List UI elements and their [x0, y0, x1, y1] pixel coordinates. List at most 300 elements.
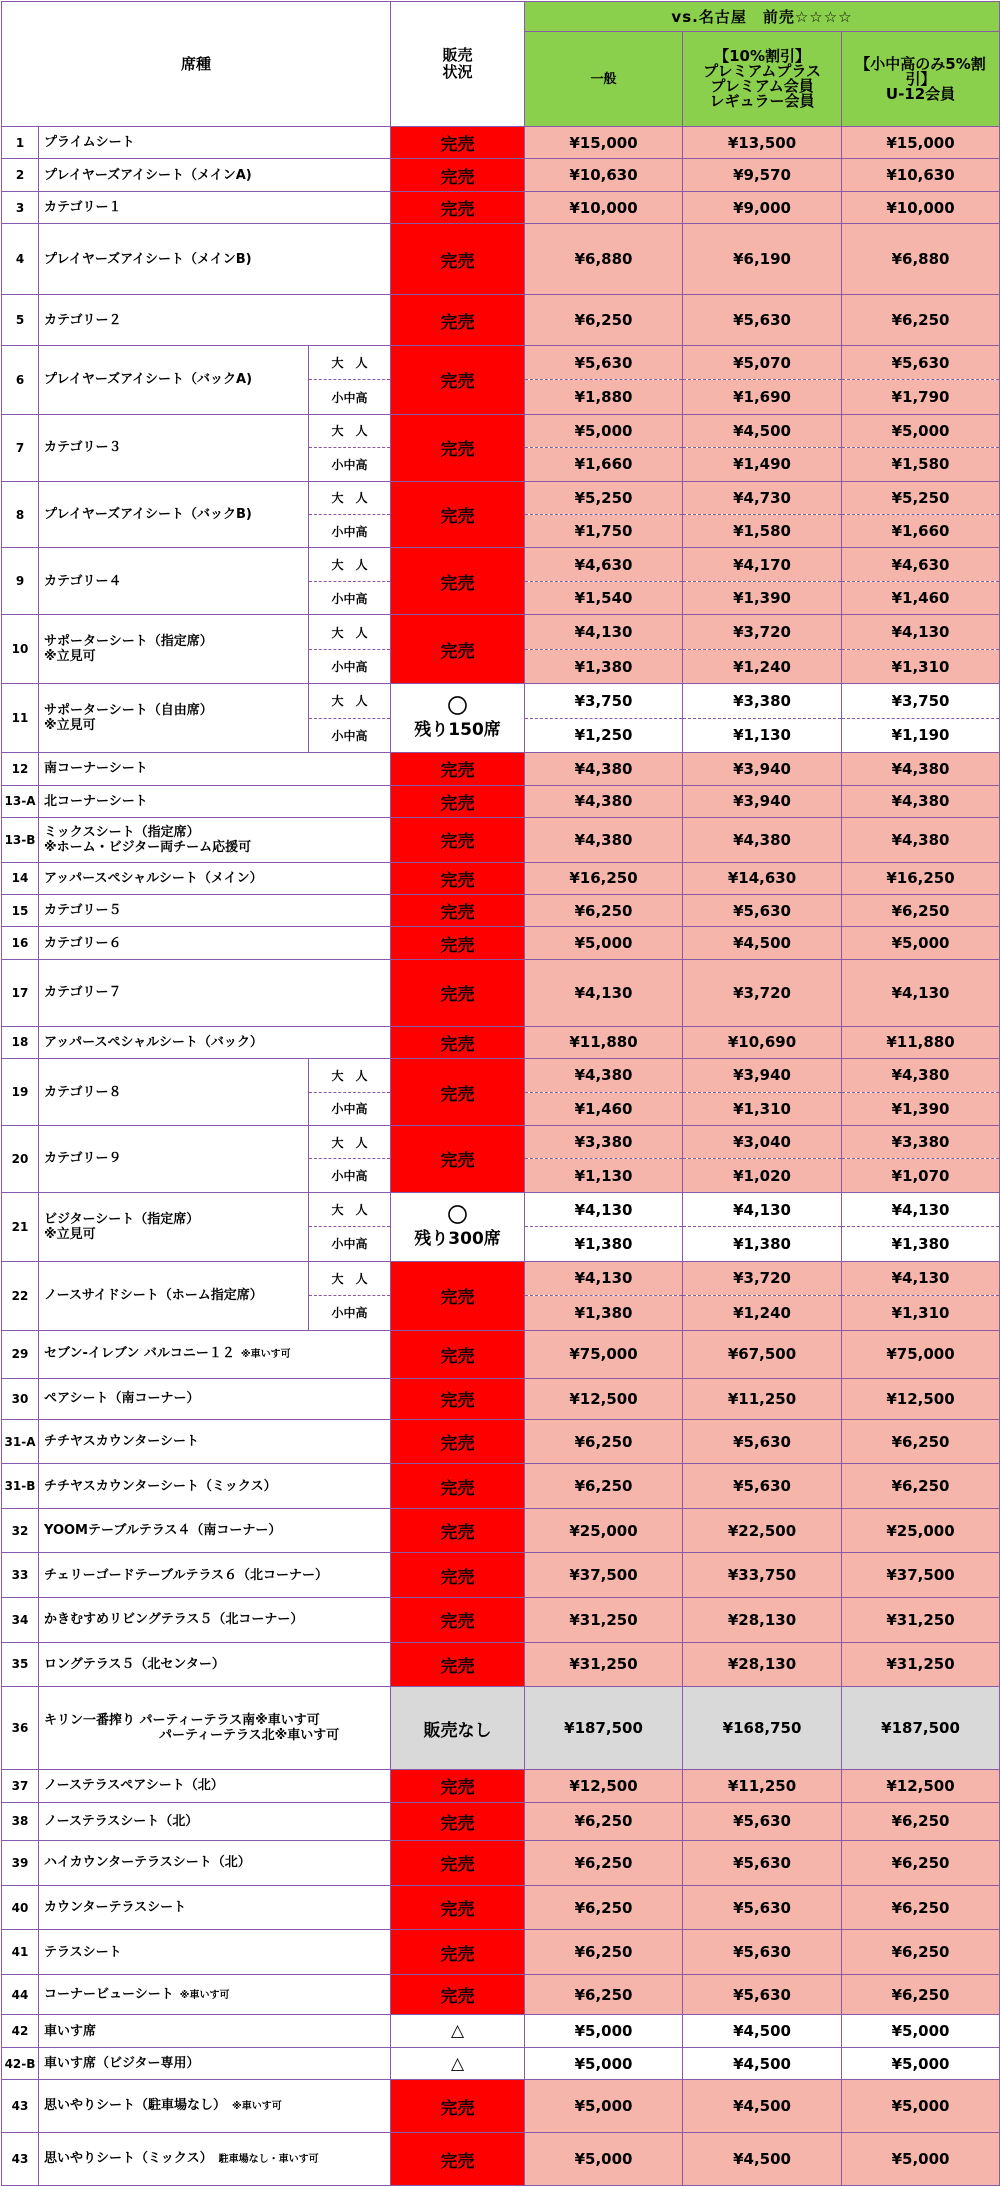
general-price-cell: ¥3,380 [525, 1125, 683, 1158]
junior-price-cell: ¥4,380 [842, 1059, 1000, 1092]
seat-note: ※立見可 [44, 1226, 96, 1242]
table-row [2, 1261, 1000, 1295]
seat-name-cell [39, 894, 391, 926]
table-row [2, 548, 1000, 581]
general-price-cell: ¥6,250 [525, 1802, 683, 1841]
junior-price-cell: ¥4,130 [842, 615, 1000, 649]
general-price-cell: ¥4,130 [525, 959, 683, 1026]
junior-price-cell: ¥4,380 [842, 753, 1000, 785]
general-price-cell: ¥1,380 [525, 649, 683, 683]
seat-note: ※ホーム・ビジター両チーム応援可 [44, 839, 252, 855]
table-row [2, 1974, 1000, 2015]
sales-status-cell: 完売 [391, 345, 525, 414]
junior-price-cell: ¥12,500 [842, 1379, 1000, 1420]
seat-number-cell: 8 [2, 481, 39, 548]
seat-name: ノーステラスペアシート（北） [44, 1778, 224, 1794]
sales-status-cell [391, 1192, 525, 1261]
sales-status-cell: 完売 [391, 2133, 525, 2186]
seat-name-cell [39, 224, 391, 295]
junior-price-cell: ¥1,390 [842, 1092, 1000, 1125]
junior-price-cell: ¥5,250 [842, 481, 1000, 514]
junior-price-cell: ¥6,880 [842, 224, 1000, 295]
table-row [2, 959, 1000, 1026]
junior-price-cell: ¥31,250 [842, 1642, 1000, 1687]
seat-number-cell: 18 [2, 1026, 39, 1058]
seat-name: カテゴリー８ [44, 1084, 122, 1100]
premium-price-cell: ¥1,310 [683, 1092, 842, 1125]
seat-number-cell: 42 [2, 2015, 39, 2047]
seat-number-cell: 43 [2, 2080, 39, 2133]
availability-circle-icon: 〇 [447, 694, 468, 719]
adult-label-cell: 大 人 [309, 481, 391, 514]
seat-type-header: 席種 [2, 2, 391, 127]
premium-price-cell: ¥5,070 [683, 345, 842, 379]
sales-status-cell: 完売 [391, 894, 525, 926]
sales-status-cell: 完売 [391, 1125, 525, 1192]
junior-price-cell: ¥4,130 [842, 1192, 1000, 1226]
seat-note: ※車いす可 [179, 1989, 230, 2001]
seat-name: 車いす席 [44, 2023, 97, 2039]
sales-status-cell: 完売 [391, 1330, 525, 1379]
price-table-body [2, 127, 1000, 2186]
seat-name-cell [39, 615, 309, 684]
premium-price-cell: ¥3,380 [683, 684, 842, 718]
seat-note: ※立見可 [44, 649, 96, 665]
seat-number-cell: 34 [2, 1598, 39, 1643]
seat-name: カテゴリー１ [44, 200, 122, 216]
junior-price-cell: ¥187,500 [842, 1687, 1000, 1770]
seat-name: ロングテラス５（北センター） [44, 1656, 225, 1672]
table-row [2, 1841, 1000, 1886]
general-price-cell: ¥6,250 [525, 1930, 683, 1975]
seat-name: 思いやりシート（駐車場なし） [44, 2098, 227, 2114]
seat-name: コーナービューシート [44, 1986, 174, 2002]
premium-price-cell: ¥3,940 [683, 1059, 842, 1092]
premium-price-cell: ¥4,500 [683, 927, 842, 959]
seat-name: プレイヤーズアイシート（バックB) [44, 507, 252, 523]
table-row [2, 481, 1000, 514]
seat-name-cell [39, 1508, 391, 1553]
seat-name: チェリーゴードテーブルテラス６（北コーナー） [44, 1567, 329, 1583]
adult-label-cell: 大 人 [309, 684, 391, 718]
seat-name-cell [39, 1598, 391, 1643]
sales-status-cell: 完売 [391, 1885, 525, 1930]
general-price-cell: ¥5,000 [525, 2015, 683, 2047]
seat-name-cell [39, 1802, 391, 1841]
premium-price-cell: ¥4,130 [683, 1192, 842, 1226]
junior-price-cell: ¥1,460 [842, 581, 1000, 614]
premium-price-cell: ¥4,500 [683, 2015, 842, 2047]
premium-price-cell: ¥3,040 [683, 1125, 842, 1158]
junior-price-cell: ¥5,000 [842, 2047, 1000, 2079]
seat-number-cell: 13-B [2, 817, 39, 862]
premium-price-cell: ¥3,720 [683, 1261, 842, 1295]
match-header: vs.名古屋 前売☆☆☆☆ [525, 2, 1000, 32]
seat-name: カテゴリー７ [44, 985, 122, 1001]
general-price-cell: ¥10,630 [525, 159, 683, 191]
seat-name: キリン一番搾り パーティーテラス南※車いす可 [44, 1713, 320, 1729]
premium-price-cell: ¥1,690 [683, 380, 842, 414]
seat-name-cell [39, 1261, 309, 1330]
seat-number-cell: 2 [2, 159, 39, 191]
sales-status-cell: 完売 [391, 862, 525, 894]
junior-price-cell: ¥5,630 [842, 345, 1000, 379]
junior-price-header: 【小中高のみ5%割引】 U-12会員 [842, 32, 1000, 127]
child-label-cell: 小中高 [309, 448, 391, 481]
junior-price-cell: ¥6,250 [842, 894, 1000, 926]
sales-status-cell: 完売 [391, 785, 525, 817]
general-price-cell: ¥4,380 [525, 753, 683, 785]
seat-name: カウンターテラスシート [44, 1900, 187, 1916]
sales-status-cell: 完売 [391, 1841, 525, 1886]
seat-number-cell: 14 [2, 862, 39, 894]
junior-price-cell: ¥4,630 [842, 548, 1000, 581]
child-label-cell: 小中高 [309, 1296, 391, 1330]
seat-name: 南コーナーシート [44, 761, 148, 777]
premium-price-cell: ¥1,130 [683, 718, 842, 752]
general-price-cell: ¥12,500 [525, 1379, 683, 1420]
premium-price-cell: ¥28,130 [683, 1642, 842, 1687]
table-row [2, 1059, 1000, 1092]
premium-price-cell: ¥3,720 [683, 959, 842, 1026]
table-row [2, 1642, 1000, 1687]
seat-note: ※車いす可 [240, 1349, 291, 1361]
seat-name-cell [39, 1379, 391, 1420]
sales-status-cell: 完売 [391, 159, 525, 191]
junior-price-cell: ¥6,250 [842, 1464, 1000, 1509]
sales-status-cell: 完売 [391, 191, 525, 223]
table-row [2, 1553, 1000, 1598]
junior-price-cell: ¥1,070 [842, 1159, 1000, 1192]
table-row [2, 1598, 1000, 1643]
premium-price-cell: ¥14,630 [683, 862, 842, 894]
general-price-cell: ¥6,250 [525, 1974, 683, 2015]
general-price-cell: ¥1,540 [525, 581, 683, 614]
child-label-cell: 小中高 [309, 380, 391, 414]
general-price-cell: ¥4,380 [525, 785, 683, 817]
junior-price-cell: ¥37,500 [842, 1553, 1000, 1598]
sales-status-cell: 完売 [391, 1464, 525, 1509]
table-row [2, 224, 1000, 295]
seat-name: 車いす席（ビジター専用） [44, 2056, 200, 2072]
junior-price-cell: ¥6,250 [842, 1841, 1000, 1886]
seat-name-cell [39, 2080, 391, 2133]
general-price-cell: ¥6,250 [525, 1464, 683, 1509]
general-price-cell: ¥5,630 [525, 345, 683, 379]
table-row [2, 1930, 1000, 1975]
general-price-cell: ¥5,000 [525, 2080, 683, 2133]
general-price-cell: ¥4,630 [525, 548, 683, 581]
table-row [2, 894, 1000, 926]
junior-price-cell: ¥4,130 [842, 959, 1000, 1026]
availability-circle-icon: 〇 [447, 1202, 468, 1227]
child-label-cell: 小中高 [309, 1159, 391, 1192]
sales-status-cell: 完売 [391, 1059, 525, 1126]
premium-price-cell: ¥13,500 [683, 127, 842, 159]
general-price-cell: ¥5,000 [525, 2047, 683, 2079]
junior-price-cell: ¥6,250 [842, 1802, 1000, 1841]
table-row [2, 127, 1000, 159]
general-price-cell: ¥10,000 [525, 191, 683, 223]
general-price-cell: ¥75,000 [525, 1330, 683, 1379]
premium-price-cell: ¥4,500 [683, 414, 842, 447]
sales-status-cell: 完売 [391, 927, 525, 959]
table-row [2, 1125, 1000, 1158]
seat-name-cell [39, 548, 309, 615]
seat-name-cell [39, 2047, 391, 2079]
seat-number-cell: 5 [2, 295, 39, 346]
general-price-cell: ¥16,250 [525, 862, 683, 894]
seat-name: ハイカウンターテラスシート（北） [44, 1855, 251, 1871]
junior-price-cell: ¥6,250 [842, 1419, 1000, 1464]
sales-status-cell: △ [391, 2047, 525, 2079]
junior-price-cell: ¥16,250 [842, 862, 1000, 894]
seat-name-cell [39, 191, 391, 223]
seat-name: サポーターシート（自由席） [44, 703, 213, 719]
seat-number-cell: 37 [2, 1770, 39, 1802]
seat-number-cell: 4 [2, 224, 39, 295]
seat-number-cell: 33 [2, 1553, 39, 1598]
seat-name-cell [39, 1059, 309, 1126]
table-row [2, 1464, 1000, 1509]
table-row [2, 345, 1000, 379]
seat-name-cell [39, 817, 391, 862]
general-price-cell: ¥6,250 [525, 295, 683, 346]
adult-label-cell: 大 人 [309, 1125, 391, 1158]
seat-name: カテゴリー５ [44, 903, 122, 919]
child-label-cell: 小中高 [309, 1092, 391, 1125]
junior-price-cell: ¥6,250 [842, 1930, 1000, 1975]
junior-price-cell: ¥4,130 [842, 1261, 1000, 1295]
premium-price-cell: ¥11,250 [683, 1379, 842, 1420]
premium-price-header: 【10%割引】 プレミアムプラス プレミアム会員 レギュラー会員 [683, 32, 842, 127]
seat-number-cell: 10 [2, 615, 39, 684]
seat-number-cell: 1 [2, 127, 39, 159]
table-row [2, 2047, 1000, 2079]
general-price-cell: ¥1,250 [525, 718, 683, 752]
junior-price-cell: ¥4,380 [842, 817, 1000, 862]
junior-price-cell: ¥5,000 [842, 2133, 1000, 2186]
remaining-seats-text: 残り150席 [414, 720, 501, 741]
seat-number-cell: 43 [2, 2133, 39, 2186]
table-row [2, 1508, 1000, 1553]
table-row [2, 753, 1000, 785]
general-price-cell: ¥12,500 [525, 1770, 683, 1802]
general-price-cell: ¥3,750 [525, 684, 683, 718]
sales-status-cell: 完売 [391, 2080, 525, 2133]
sales-status-cell: 販売なし [391, 1687, 525, 1770]
seat-name-line2: パーティーテラス北※車いす可 [159, 1728, 340, 1744]
seat-name-cell [39, 684, 309, 753]
seat-number-cell: 3 [2, 191, 39, 223]
general-price-cell: ¥31,250 [525, 1598, 683, 1643]
table-row [2, 1026, 1000, 1058]
general-price-cell: ¥6,250 [525, 1841, 683, 1886]
sales-status-cell: 完売 [391, 1508, 525, 1553]
general-price-cell: ¥1,460 [525, 1092, 683, 1125]
junior-price-cell: ¥1,310 [842, 649, 1000, 683]
seat-name: プレイヤーズアイシート（バックA) [44, 372, 253, 388]
seat-name-cell [39, 414, 309, 481]
general-price-cell: ¥6,880 [525, 224, 683, 295]
seat-number-cell: 6 [2, 345, 39, 414]
general-price-cell: ¥25,000 [525, 1508, 683, 1553]
seat-name: プライムシート [44, 135, 135, 151]
table-row [2, 1802, 1000, 1841]
premium-price-cell: ¥22,500 [683, 1508, 842, 1553]
adult-label-cell: 大 人 [309, 345, 391, 379]
premium-price-cell: ¥5,630 [683, 1930, 842, 1975]
general-price-cell: ¥4,130 [525, 1261, 683, 1295]
table-row [2, 615, 1000, 649]
seat-name: カテゴリー３ [44, 440, 122, 456]
seat-number-cell: 13-A [2, 785, 39, 817]
junior-price-cell: ¥10,000 [842, 191, 1000, 223]
table-row [2, 414, 1000, 447]
general-price-header: 一般 [525, 32, 683, 127]
premium-price-cell: ¥6,190 [683, 224, 842, 295]
table-row [2, 1885, 1000, 1930]
table-row [2, 1770, 1000, 1802]
seat-name: テラスシート [44, 1944, 122, 1960]
seat-name-cell [39, 959, 391, 1026]
sales-status-cell: 完売 [391, 295, 525, 346]
junior-price-cell: ¥6,250 [842, 1885, 1000, 1930]
table-row [2, 159, 1000, 191]
premium-price-cell: ¥3,940 [683, 785, 842, 817]
seat-number-cell: 19 [2, 1059, 39, 1126]
seat-name: ビジターシート（指定席） [44, 1211, 200, 1227]
seat-name-cell [39, 159, 391, 191]
seat-number-cell: 21 [2, 1192, 39, 1261]
seat-name-cell [39, 127, 391, 159]
table-row [2, 927, 1000, 959]
child-label-cell: 小中高 [309, 718, 391, 752]
seat-number-cell: 22 [2, 1261, 39, 1330]
junior-price-cell: ¥75,000 [842, 1330, 1000, 1379]
general-price-cell: ¥11,880 [525, 1026, 683, 1058]
sales-status-cell: 完売 [391, 481, 525, 548]
child-label-cell: 小中高 [309, 515, 391, 548]
premium-price-cell: ¥4,380 [683, 817, 842, 862]
table-row [2, 1192, 1000, 1226]
junior-price-cell: ¥1,580 [842, 448, 1000, 481]
general-price-cell: ¥5,000 [525, 2133, 683, 2186]
seat-number-cell: 35 [2, 1642, 39, 1687]
seat-name: サポーターシート（指定席） [44, 634, 213, 650]
table-row [2, 2133, 1000, 2186]
seat-name-cell [39, 1125, 309, 1192]
junior-price-cell: ¥6,250 [842, 295, 1000, 346]
seat-name: ノースサイドシート（ホーム指定席） [44, 1288, 263, 1304]
junior-price-cell: ¥1,790 [842, 380, 1000, 414]
seat-name-cell [39, 2015, 391, 2047]
seat-number-cell: 31-A [2, 1419, 39, 1464]
junior-price-cell: ¥3,380 [842, 1125, 1000, 1158]
seat-number-cell: 12 [2, 753, 39, 785]
seat-name: カテゴリー６ [44, 935, 122, 951]
seat-name: ミックスシート（指定席） [44, 824, 200, 840]
sales-status-cell: 完売 [391, 1802, 525, 1841]
seat-note: 駐車場なし・車いす可 [218, 2154, 319, 2165]
junior-price-cell: ¥11,880 [842, 1026, 1000, 1058]
sales-status-cell: 完売 [391, 1642, 525, 1687]
general-price-cell: ¥6,250 [525, 1419, 683, 1464]
table-row [2, 1379, 1000, 1420]
table-row [2, 785, 1000, 817]
seat-name: カテゴリー２ [44, 312, 122, 328]
seat-name-cell [39, 1974, 391, 2015]
adult-label-cell: 大 人 [309, 615, 391, 649]
seat-name: YOOMテーブルテラス４（南コーナー） [44, 1523, 282, 1539]
seat-number-cell: 44 [2, 1974, 39, 2015]
seat-name: ノーステラスシート（北） [44, 1813, 199, 1829]
premium-price-cell: ¥1,380 [683, 1227, 842, 1261]
seat-number-cell: 41 [2, 1930, 39, 1975]
premium-price-cell: ¥1,020 [683, 1159, 842, 1192]
adult-label-cell: 大 人 [309, 1192, 391, 1226]
premium-price-cell: ¥33,750 [683, 1553, 842, 1598]
premium-price-cell: ¥4,500 [683, 2080, 842, 2133]
premium-price-cell: ¥5,630 [683, 295, 842, 346]
sales-status-cell: 完売 [391, 1598, 525, 1643]
sales-status-cell: 完売 [391, 1553, 525, 1598]
seat-name-cell [39, 2133, 391, 2186]
sales-status-cell: 完売 [391, 959, 525, 1026]
seat-note: ※立見可 [44, 718, 96, 734]
table-row [2, 295, 1000, 346]
junior-price-cell: ¥12,500 [842, 1770, 1000, 1802]
table-row [2, 2080, 1000, 2133]
seat-number-cell: 17 [2, 959, 39, 1026]
seat-name-cell [39, 1464, 391, 1509]
seat-number-cell: 31-B [2, 1464, 39, 1509]
premium-price-cell: ¥28,130 [683, 1598, 842, 1643]
sales-status-cell: 完売 [391, 127, 525, 159]
junior-price-cell: ¥10,630 [842, 159, 1000, 191]
junior-price-cell: ¥25,000 [842, 1508, 1000, 1553]
seat-name-cell [39, 1770, 391, 1802]
general-price-cell: ¥6,250 [525, 1885, 683, 1930]
child-label-cell: 小中高 [309, 649, 391, 683]
seat-name: 北コーナーシート [44, 793, 148, 809]
table-row [2, 684, 1000, 718]
seat-number-cell: 15 [2, 894, 39, 926]
seat-name: プレイヤーズアイシート（メインA) [44, 167, 252, 183]
general-price-cell: ¥37,500 [525, 1553, 683, 1598]
seat-number-cell: 20 [2, 1125, 39, 1192]
general-price-cell: ¥4,380 [525, 817, 683, 862]
sales-status-cell: 完売 [391, 817, 525, 862]
premium-price-cell: ¥1,240 [683, 1296, 842, 1330]
junior-price-cell: ¥31,250 [842, 1598, 1000, 1643]
seat-name: 思いやりシート（ミックス） [44, 2151, 213, 2166]
premium-price-cell: ¥3,720 [683, 615, 842, 649]
premium-price-cell: ¥168,750 [683, 1687, 842, 1770]
seat-number-cell: 42-B [2, 2047, 39, 2079]
sales-status-cell: 完売 [391, 1974, 525, 2015]
seat-note: ※車いす可 [232, 2101, 282, 2113]
premium-price-cell: ¥5,630 [683, 1885, 842, 1930]
premium-price-cell: ¥1,390 [683, 581, 842, 614]
seat-name-cell [39, 753, 391, 785]
seat-name-cell [39, 1841, 391, 1886]
sales-status-header: 販売 状況 [391, 2, 525, 127]
child-label-cell: 小中高 [309, 1227, 391, 1261]
sales-status-cell: 完売 [391, 1419, 525, 1464]
general-price-cell: ¥5,000 [525, 414, 683, 447]
general-price-cell: ¥4,130 [525, 1192, 683, 1226]
